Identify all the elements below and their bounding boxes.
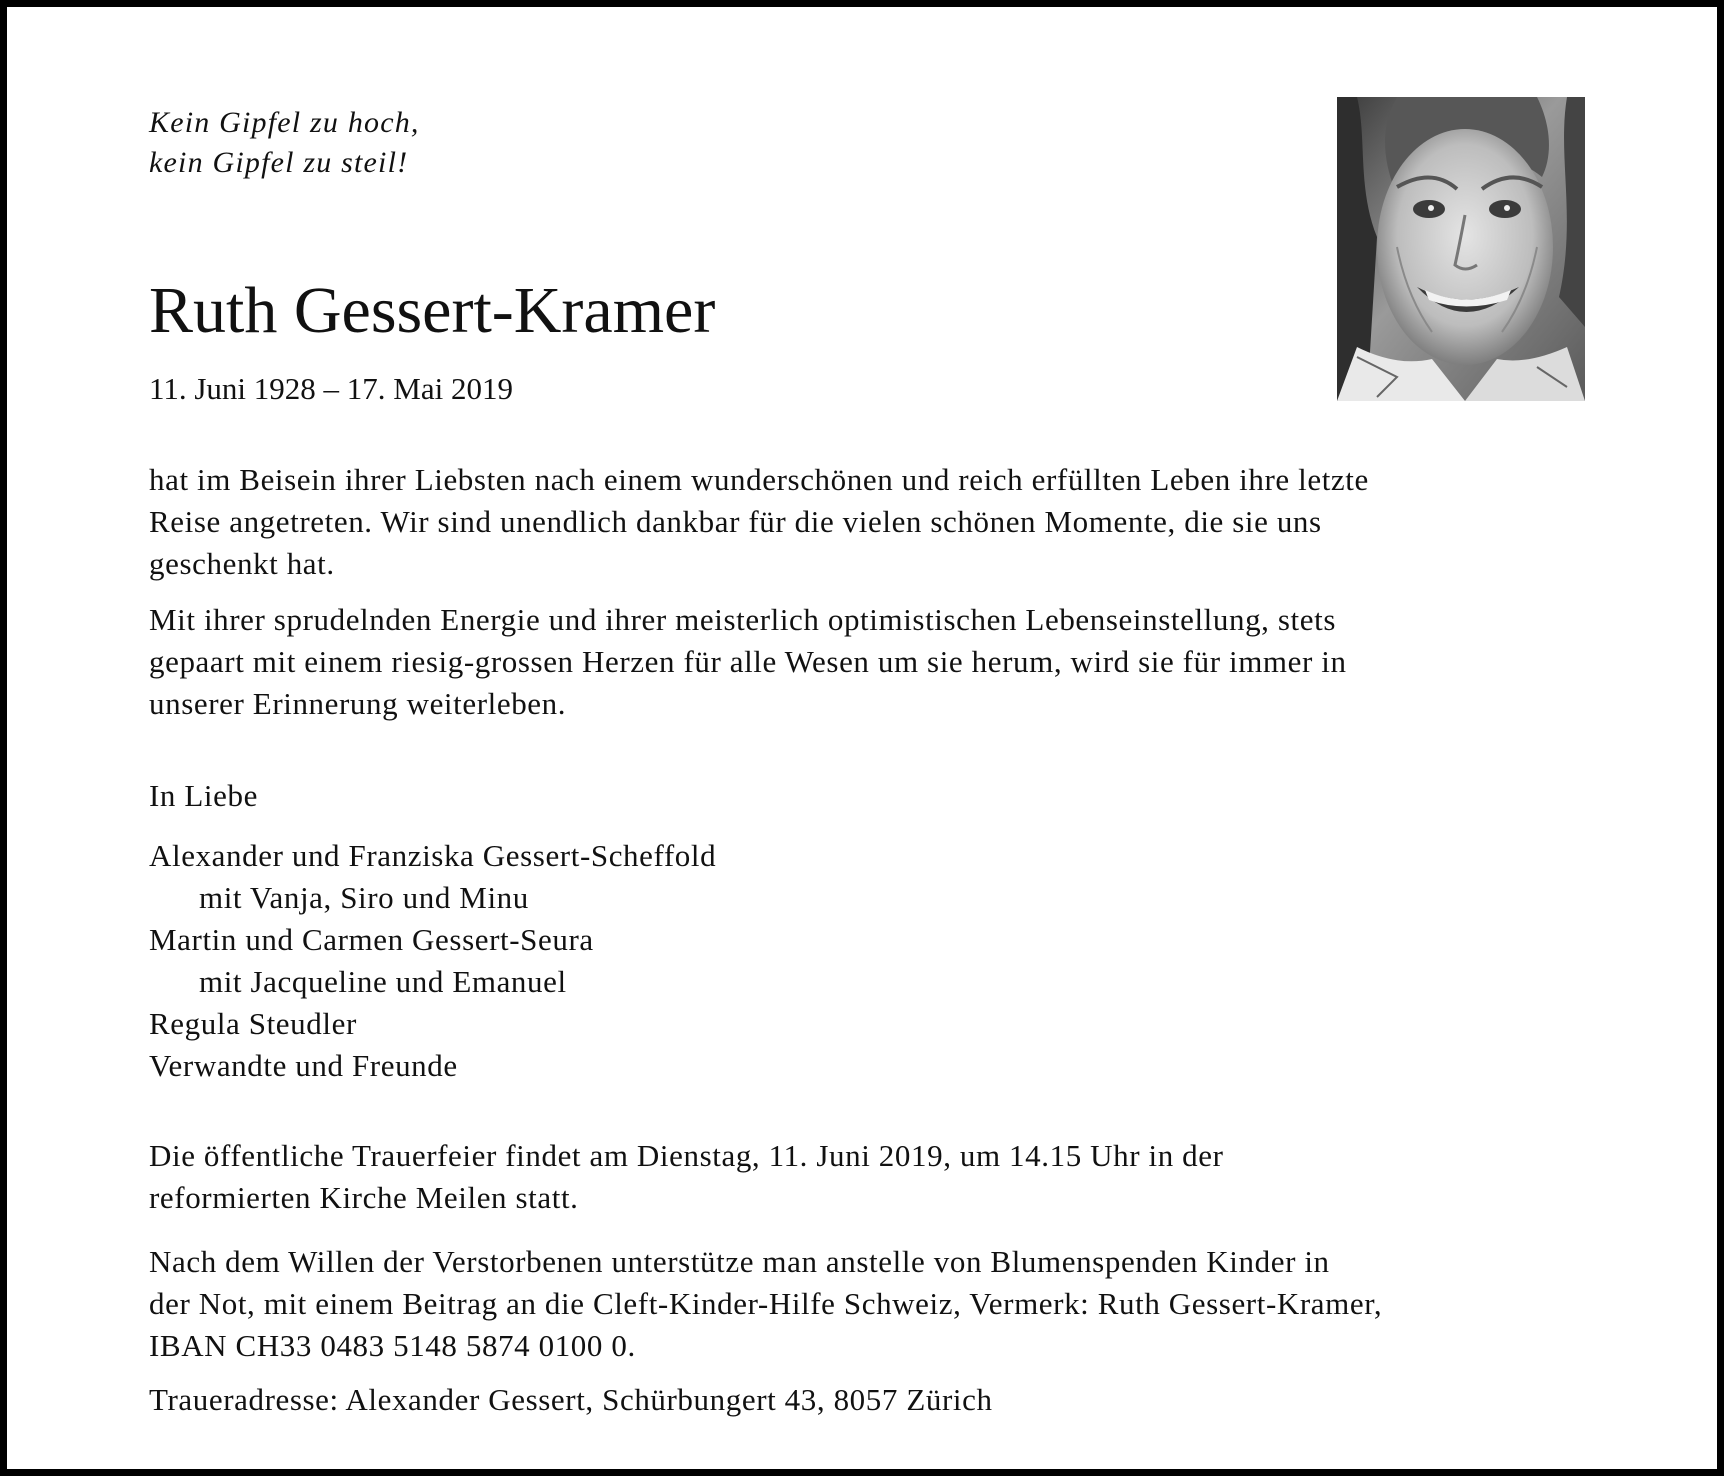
text-line: Reise angetreten. Wir sind unendlich dankbar für die vielen schönen Momente, die sie uns <box>149 504 1322 539</box>
portrait-photo-icon <box>1337 97 1585 401</box>
mourner-subentry: mit Jacqueline und Emanuel <box>199 964 567 999</box>
mourner-entry: Regula Steudler <box>149 1006 357 1041</box>
text-line: geschenkt hat. <box>149 546 335 581</box>
text-line: reformierten Kirche Meilen statt. <box>149 1180 579 1215</box>
text-line: unserer Erinnerung weiterleben. <box>149 686 567 721</box>
paragraph-memory <box>149 599 1609 725</box>
text-line: Die öffentliche Trauerfeier findet am Dienstag, 11. Juni 2019, um 14.15 Uhr in der <box>149 1138 1224 1173</box>
motto <box>149 103 420 183</box>
mourners-list <box>149 835 1609 1087</box>
mourning-address: Traueradresse: Alexander Gessert, Schürbungert 43, 8057 Zürich <box>149 1382 993 1417</box>
donation-info <box>149 1241 1609 1367</box>
mourner-entry: Alexander und Franziska Gessert-Scheffold <box>149 838 717 873</box>
text-line: der Not, mit einem Beitrag an die Cleft-Kinder-Hilfe Schweiz, Vermerk: Ruth Gessert-Kramer, <box>149 1286 1383 1321</box>
text-line: IBAN CH33 0483 5148 5874 0100 0. <box>149 1328 636 1363</box>
portrait-photo <box>1337 97 1585 401</box>
deceased-name: Ruth Gessert-Kramer <box>149 274 716 347</box>
mourner-subentry: mit Vanja, Siro und Minu <box>199 880 529 915</box>
mourner-entry: Martin und Carmen Gessert-Seura <box>149 922 594 957</box>
motto-line: Kein Gipfel zu hoch, <box>149 106 420 139</box>
paragraph-farewell <box>149 459 1609 585</box>
mourner-entry: Verwandte und Freunde <box>149 1048 458 1083</box>
motto-line: kein Gipfel zu steil! <box>149 146 409 179</box>
text-line: Mit ihrer sprudelnden Energie und ihrer meisterlich optimistischen Lebenseinstellung, stets <box>149 602 1336 637</box>
life-dates: 11. Juni 1928 – 17. Mai 2019 <box>149 371 513 406</box>
service-info <box>149 1135 1609 1219</box>
text-line: gepaart mit einem riesig-grossen Herzen für alle Wesen um sie herum, wird sie für immer in <box>149 644 1347 679</box>
text-line: hat im Beisein ihrer Liebsten nach einem wunderschönen und reich erfüllten Leben ihre letzte <box>149 462 1369 497</box>
text-line: Nach dem Willen der Verstorbenen unterstütze man anstelle von Blumenspenden Kinder in <box>149 1244 1330 1279</box>
in-liebe-heading: In Liebe <box>149 778 258 813</box>
